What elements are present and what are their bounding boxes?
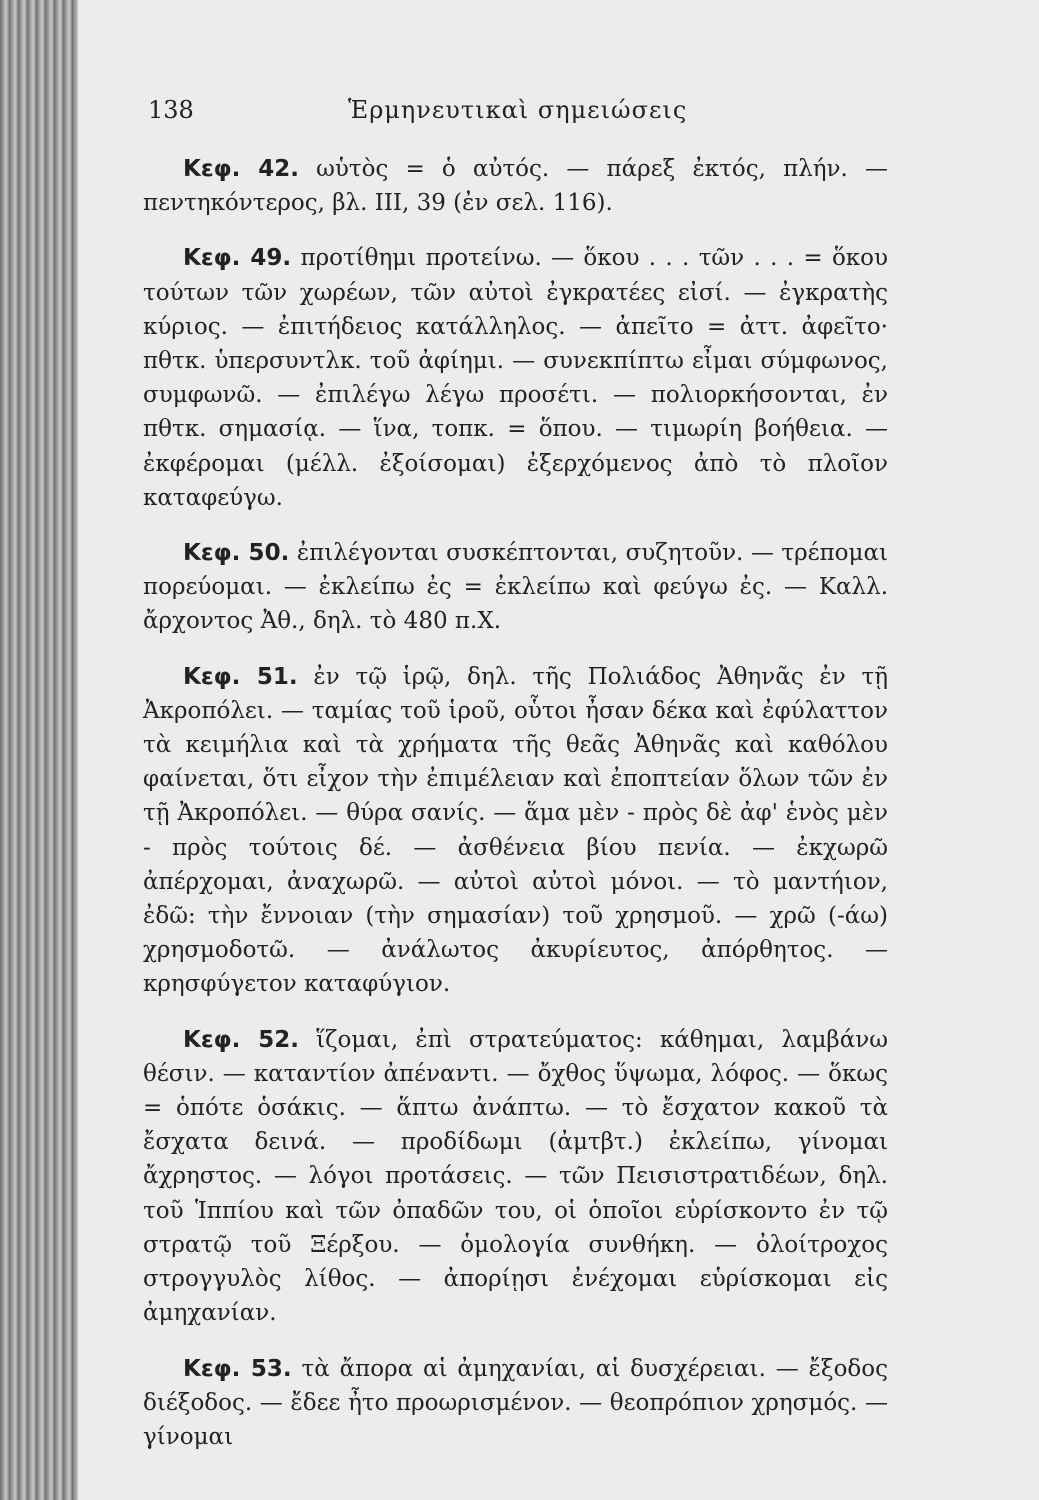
note-chapter-49 [143,241,888,515]
chapter-label: Κεφ. 49. [183,245,292,272]
note-text: ωὑτὸς = ὁ αὐτός. — πάρεξ ἐκτός, πλήν. — πεντηκόντερος, βλ. ΙΙΙ, 39 (ἐν σελ. 116). [143,156,889,217]
note-chapter-50 [143,536,888,639]
commentary-text [143,152,888,1475]
note-chapter-53 [143,1352,888,1455]
chapter-label: Κεφ. 42. [183,156,299,182]
chapter-label: Κεφ. 50. [183,540,290,567]
note-text: τὰ ἄπορα αἱ ἀμηχανίαι, αἱ δυσχέρειαι. — ἔξοδος διέξοδος. — ἔδεε ἦτο προωρισμένον. — θεοπρόπιον χρησμός. — γίνομαι [143,1355,888,1450]
note-chapter-42 [143,152,888,220]
page-number: 138 [148,96,194,124]
page-edges [0,0,80,1500]
running-title: Ἑρμηνευτικαὶ σημειώσεις [348,96,688,124]
chapter-label: Κεφ. 53. [183,1355,292,1382]
running-header [148,96,808,136]
note-chapter-51 [143,660,888,1002]
note-text: ἐπιλέγονται συσκέπτονται, συζητοῦν. — τρέπομαι πορεύομαι. — ἐκλείπω ἐς = ἐκλείπω καὶ φεύγω ἐς. — Καλλ. ἄρχοντος Ἀθ., δηλ. τὸ 480 π.Χ. [143,540,889,635]
chapter-label: Κεφ. 51. [183,663,298,690]
note-text: ἵζομαι, ἐπὶ στρατεύματος: κάθημαι, λαμβάνω θέσιν. — καταντίον ἀπέναντι. — ὄχθος ὕψωμα, λόφος. — ὅκως = ὁπότε ὁσάκις. — ἅπτω ἀνάπτω. — τὸ ἔσχατον κακοῦ τὰ ἔσχατα δεινά. — προδίδωμι (ἀμτβτ.) ἐκλείπω, γίνομαι ἄχρηστος. — λόγοι προτάσεις. — τῶν Πεισιστρατιδέων, δηλ. τοῦ Ἱππίου καὶ τῶν ὀπαδῶν του, οἱ ὁποῖοι εὑρίσκοντο ἐν τῷ στρατῷ τοῦ Ξέρξου. — ὁμολογία συνθήκη. — ὀλοίτροχος στρογγυλὸς λίθος. — ἀπορίῃσι ἐνέχομαι εὑρίσκομαι εἰς ἀμηχανίαν. [143,1026,888,1327]
note-chapter-52 [143,1023,888,1331]
note-text: προτίθημι προτείνω. — ὅκου . . . τῶν . . . = ὅκου τούτων τῶν χωρέων, τῶν αὐτοὶ ἐγκρατέες εἰσί. — ἐγκρατὴς κύριος. — ἐπιτήδειος κατάλληλος. — ἀπεῖτο = ἀττ. ἀφεῖτο· πθτκ. ὑπερσυντλκ. τοῦ ἀφίημι. — συνεκπίπτω εἶμαι σύμφωνος, συμφωνῶ. — ἐπιλέγω λέγω προσέτι. — πολιορκήσονται, ἐν πθτκ. σημασίᾳ. — ἵνα, τοπκ. = ὅπου. — τιμωρίη βοήθεια. — ἐκφέρομαι (μέλλ. ἐξοίσομαι) ἐξερχόμενος ἀπὸ τὸ πλοῖον καταφεύγω. [143,245,889,511]
chapter-label: Κεφ. 52. [183,1026,299,1053]
note-text: ἐν τῷ ἱρῷ, δηλ. τῆς Πολιάδος Ἀθηνᾶς ἐν τῇ Ἀκροπόλει. — ταμίας τοῦ ἱροῦ, οὗτοι ἦσαν δέκα καὶ ἐφύλαττον τὰ κειμήλια καὶ τὰ χρήματα τῆς θεᾶς Ἀθηνᾶς καὶ καθόλου φαίνεται, ὅτι εἶχον τὴν ἐπιμέλειαν καὶ ἐποπτείαν ὅλων τῶν ἐν τῇ Ἀκροπόλει. — θύρα σανίς. — ἅμα μὲν - πρὸς δὲ ἀφ' ἑνὸς μὲν - πρὸς τούτοις δέ. — ἀσθένεια βίου πενία. — ἐκχωρῶ ἀπέρχομαι, ἀναχωρῶ. — αὐτοὶ αὐτοὶ μόνοι. — τὸ μαντήιον, ἐδῶ: τὴν ἔννοιαν (τὴν σημασίαν) τοῦ χρησμοῦ. — χρῶ (-άω) χρησμοδοτῶ. — ἀνάλωτος ἀκυρίευτος, ἀπόρθητος. — κρησφύγετον καταφύγιον. [143,663,889,998]
